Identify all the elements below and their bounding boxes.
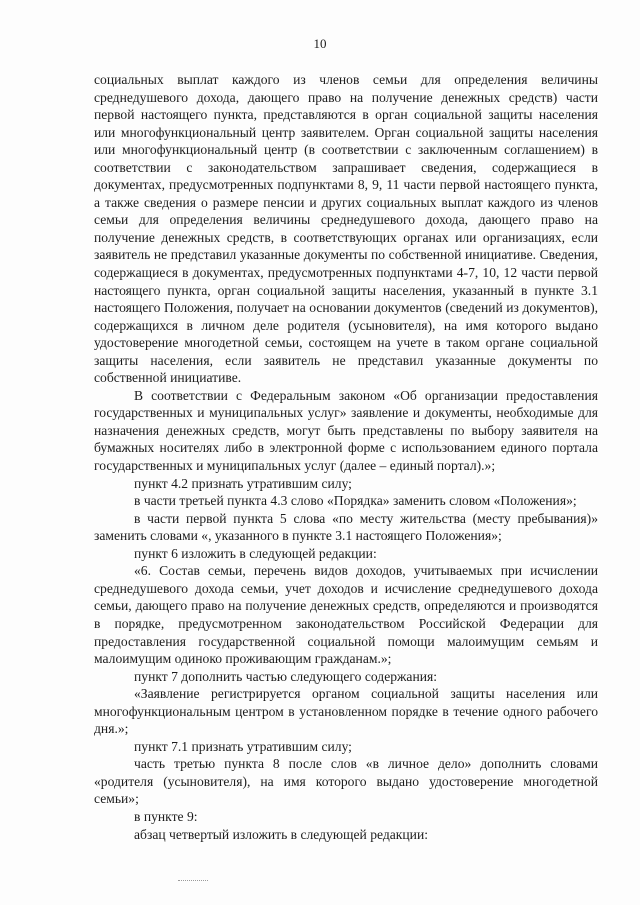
paragraph-continuation: социальных выплат каждого из членов семьи для определения величины среднедушевого дохода, дающего право на получение денежных средств) части первой настоящего пункта, представляются в орган социальной защиты населения или многофункциональный центр заявителем. Орган социальной защиты населения или многофункциональный центр (в соответствии с заключенным соглашением) в соответствии с законодательством запрашивает сведения, содержащиеся в документах, предусмотренных подпунктами 8, 9, 11 части первой настоящего пункта, а также сведения о размере пенсии и других социальных выплат каждого из членов семьи для определения величины среднедушевого дохода, дающего право на получение денежных средств, в соответствующих органах или организациях, если заявитель не представил указанные документы по собственной инициативе. Сведения, содержащиеся в документах, предусмотренных подпунктами 4-7, 10, 12 части первой настоящего пункта, орган социальной защиты населения, указанный в пункте 3.1 настоящего Положения, получает на основании документов (сведений из документов), содержащихся в личном деле родителя (усыновителя), на имя которого выдано удостоверение многодетной семьи, состоящем на учете в таком органе социальной защиты населения, если заявитель не представил указанные документы по собственной инициативе. bbox=[94, 72, 598, 386]
paragraph-item-6-text: «6. Состав семьи, перечень видов доходов, учитываемых при исчислении среднедушевого дохода семьи, учет доходов и исчисление среднедушевого дохода семьи, дающего право на получение денежных средств, определяются и производятся в порядке, предусмотренном законодательством Российской Федерации для предоставления государственной социальной помощи малоимущим семьям и малоимущим одиноко проживающим гражданам.»; bbox=[94, 563, 598, 667]
scan-artifact bbox=[178, 880, 208, 882]
paragraph-item-4-2: пункт 4.2 признать утратившим силу; bbox=[134, 475, 352, 491]
paragraph-item-9-abzac: абзац четвертый изложить в следующей редакции: bbox=[134, 826, 429, 842]
paragraph-item-7-1: пункт 7.1 признать утратившим силу; bbox=[134, 738, 352, 754]
page-number: 10 bbox=[313, 36, 327, 51]
paragraph-item-8: часть третью пункта 8 после слов «в личное дело» дополнить словами «родителя (усыновителя), на имя которого выдано удостоверение многодетной семьи»; bbox=[94, 756, 598, 807]
paragraph-item-9-intro: в пункте 9: bbox=[134, 808, 198, 824]
document-body bbox=[94, 71, 598, 843]
paragraph-item-5: в части первой пункта 5 слова «по месту жительства (месту пребывания)» заменить словами «, указанного в пункте 3.1 настоящего Положения»; bbox=[94, 510, 598, 544]
paragraph-federal-law: В соответствии с Федеральным законом «Об организации предоставления государственных и муниципальных услуг» заявление и документы, необходимые для назначения денежных средств, могут быть представлены по выбору заявителя на бумажных носителях либо в электронной форме с использованием единого портала государственных и муниципальных услуг (далее – единый портал).»; bbox=[94, 387, 598, 474]
paragraph-item-7-text: «Заявление регистрируется органом социальной защиты населения или многофункциональным центром в установленном порядке в течение одного рабочего дня.»; bbox=[94, 686, 598, 737]
paragraph-item-4-3: в части третьей пункта 4.3 слово «Порядка» заменить словом «Положения»; bbox=[134, 493, 577, 509]
paragraph-item-7-intro: пункт 7 дополнить частью следующего содержания: bbox=[134, 668, 438, 684]
paragraph-item-6-intro: пункт 6 изложить в следующей редакции: bbox=[134, 545, 377, 561]
